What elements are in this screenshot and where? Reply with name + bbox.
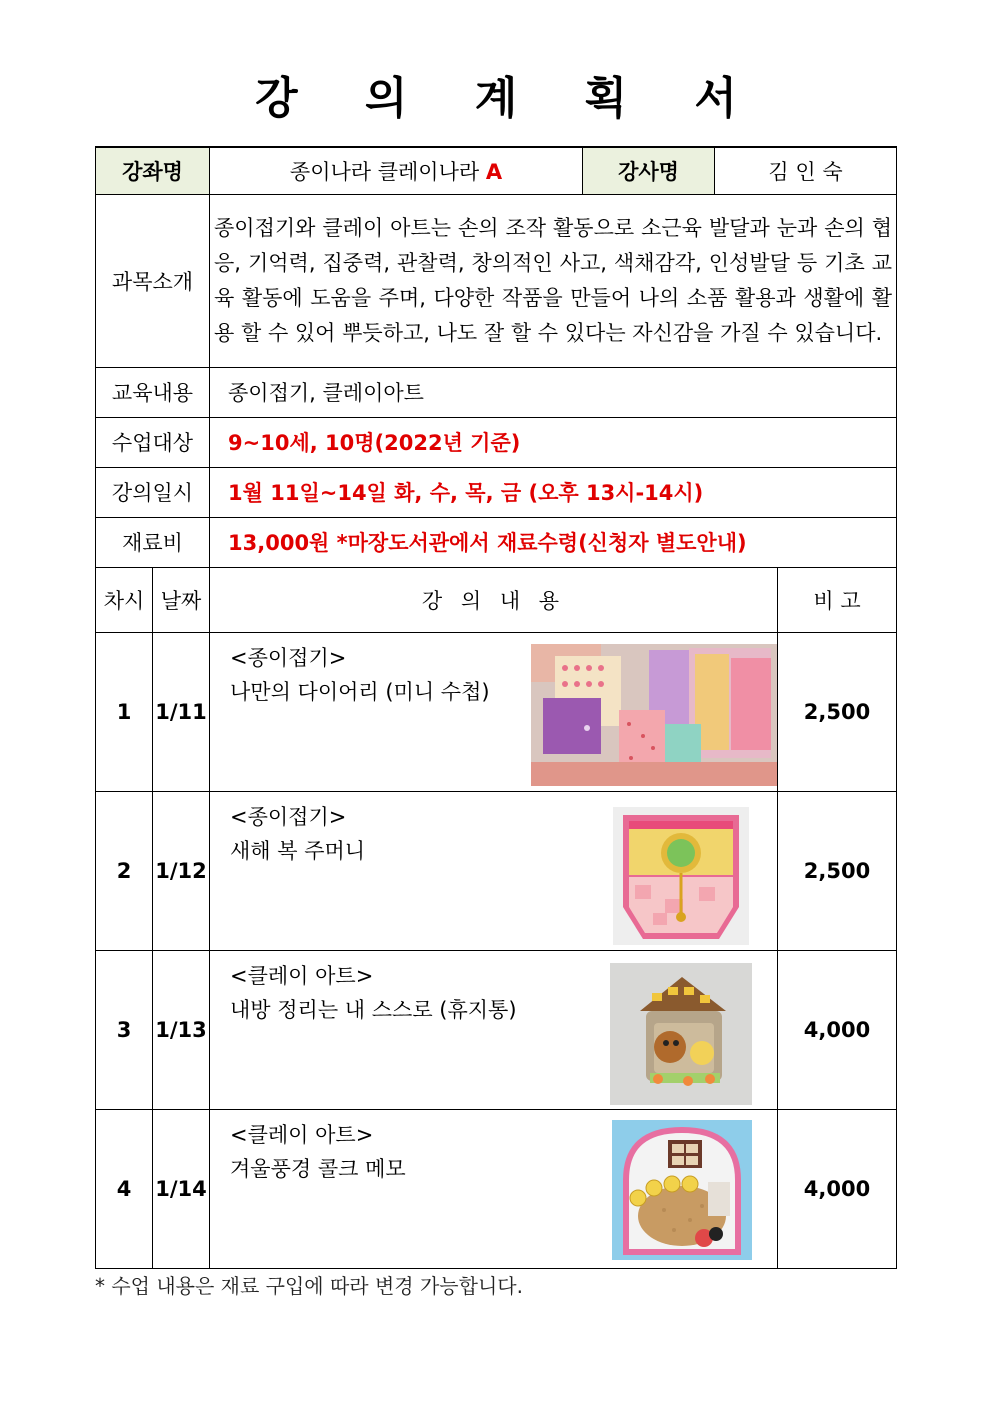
lesson-cost: 4,000 (778, 950, 897, 1109)
lesson-category: <클레이 아트> (230, 1122, 374, 1147)
content-label: 교육내용 (96, 367, 210, 417)
lesson-row (96, 1109, 897, 1268)
lesson-date: 1/12 (153, 791, 210, 950)
lesson-title: 겨울풍경 콜크 메모 (230, 1156, 406, 1181)
lesson-row (96, 791, 897, 950)
course-name-suffix: A (485, 159, 503, 184)
intro-label: 과목소개 (96, 194, 210, 367)
course-name-text: 종이나라 클레이나라 (289, 159, 480, 184)
lesson-session: 4 (96, 1109, 153, 1268)
footnote: * 수업 내용은 재료 구입에 따라 변경 가능합니다. (95, 1274, 523, 1298)
session-header: 차시 (96, 567, 153, 632)
page-title: 강 의 계 획 서 (255, 73, 763, 124)
content-header: 강 의 내 용 (210, 567, 778, 632)
cork-memo-photo (612, 1120, 752, 1260)
lesson-date: 1/13 (153, 950, 210, 1109)
content-value: 종이접기, 클레이아트 (210, 367, 897, 417)
course-name-label: 강좌명 (96, 147, 210, 194)
lesson-cost: 4,000 (778, 1109, 897, 1268)
lesson-session: 1 (96, 632, 153, 791)
lesson-session: 3 (96, 950, 153, 1109)
schedule-label: 강의일시 (96, 467, 210, 517)
teacher-name: 김 인 숙 (715, 147, 897, 194)
lesson-category: <종이접기> (230, 645, 347, 670)
course-name-value (210, 147, 583, 194)
lesson-session: 2 (96, 791, 153, 950)
lesson-title: 나만의 다이어리 (미니 수첩) (230, 679, 490, 704)
lesson-date: 1/14 (153, 1109, 210, 1268)
lesson-category: <클레이 아트> (230, 963, 374, 988)
schedule-value: 1월 11일~14일 화, 수, 목, 금 (오후 13시-14시) (210, 467, 897, 517)
teacher-label: 강사명 (583, 147, 715, 194)
lucky-pouch-photo (613, 807, 749, 945)
fee-label: 재료비 (96, 517, 210, 567)
lesson-category: <종이접기> (230, 804, 347, 829)
clay-trash-bin-photo (610, 963, 752, 1105)
lesson-cost: 2,500 (778, 791, 897, 950)
date-header: 날짜 (153, 567, 210, 632)
note-header: 비 고 (778, 567, 897, 632)
diary-craft-photo (531, 644, 777, 786)
lesson-row (96, 950, 897, 1109)
target-value: 9~10세, 10명(2022년 기준) (210, 417, 897, 467)
lesson-date: 1/11 (153, 632, 210, 791)
lesson-title: 내방 정리는 내 스스로 (휴지통) (230, 997, 517, 1022)
lesson-title: 새해 복 주머니 (230, 838, 366, 863)
fee-value: 13,000원 *마장도서관에서 재료수령(신청자 별도안내) (210, 517, 897, 567)
intro-text: 종이접기와 클레이 아트는 손의 조작 활동으로 소근육 발달과 눈과 손의 협응, 기억력, 집중력, 관찰력, 창의적인 사고, 색채감각, 인성발달 등 기초 교육 활동에 도움을 주며, 다양한 작품을 만들어 나의 소품 활용과 생활에 활용 할 수 있어 뿌듯하고, 나도 잘 할 수 있다는 자신감을 가질 수 있습니다. (210, 194, 897, 367)
lesson-cost: 2,500 (778, 632, 897, 791)
target-label: 수업대상 (96, 417, 210, 467)
